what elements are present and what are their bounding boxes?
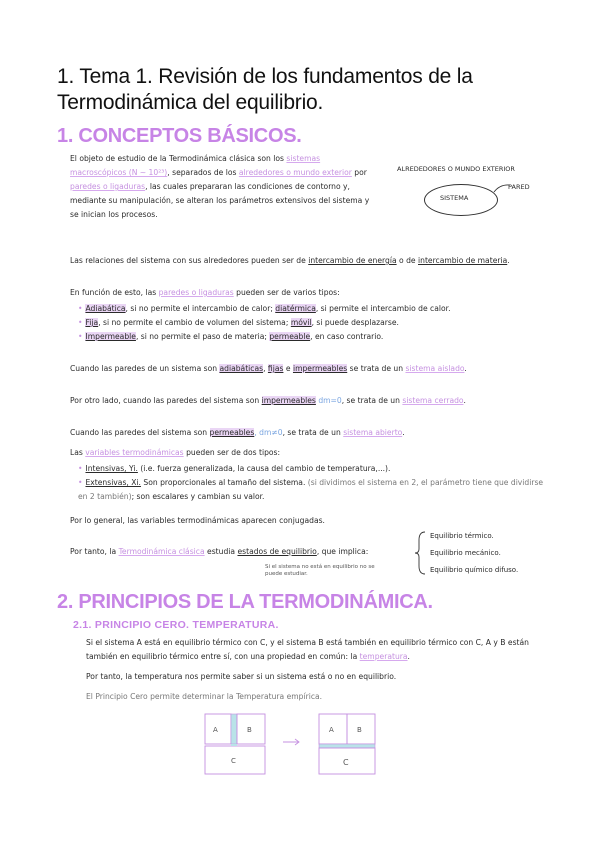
text: pueden ser de dos tipos: <box>186 448 281 457</box>
wall-name: diatérmica <box>275 304 316 313</box>
text: Cuando las paredes de un sistema son <box>70 364 218 373</box>
text: . <box>507 256 510 265</box>
text: estudia <box>207 547 236 556</box>
bullet-icon: • <box>78 464 83 473</box>
bullet-icon: • <box>78 332 83 341</box>
wall-label: PARED <box>508 183 530 191</box>
list-item: Equilibrio químico difuso. <box>430 566 519 574</box>
subsection-heading: 2.1. PRINCIPIO CERO. TEMPERATURA. <box>73 619 279 631</box>
var-name: Intensivas, Yi. <box>85 464 138 473</box>
text: . <box>402 428 405 437</box>
text: Las relaciones del sistema con sus alrededores pueden ser de <box>70 256 306 265</box>
paragraph-abierto <box>70 426 540 440</box>
system-label: SISTEMA <box>440 194 469 202</box>
brace-icon <box>414 530 428 576</box>
wall-arrow <box>490 182 512 196</box>
page-title: 1. Tema 1. Revisión de los fundamentos de la Termodinámica del equilibrio. <box>57 65 473 114</box>
label-b: B <box>357 726 362 734</box>
bullet-icon: • <box>78 318 83 327</box>
text: ; son escalares y cambian su valor. <box>131 492 265 501</box>
wall-name: permeable <box>269 332 311 341</box>
term-sistema-abierto: sistema abierto <box>343 428 403 437</box>
text: . <box>464 364 467 373</box>
paragraph-empirica: El Principio Cero permite determinar la Temperatura empírica. <box>86 692 323 701</box>
term-sistema-aislado: sistema aislado <box>405 364 465 373</box>
text: , separados de los <box>167 168 237 177</box>
paragraph-variables <box>70 446 540 460</box>
section-1-heading: 1. CONCEPTOS BÁSICOS. <box>57 125 302 147</box>
term-intercambio-materia: intercambio de materia <box>418 256 508 265</box>
wall-name: Adiabática <box>85 304 126 313</box>
text: , si no permite el intercambio de calor; <box>125 304 273 313</box>
list-item: Equilibrio térmico. <box>430 532 494 540</box>
term-sistema-cerrado: sistema cerrado <box>402 396 464 405</box>
list-item <box>78 462 546 476</box>
surroundings-label: ALREDEDORES O MUNDO EXTERIOR <box>397 165 515 173</box>
term-intercambio-energia: intercambio de energía <box>308 256 397 265</box>
list-item: Equilibrio mecánico. <box>430 549 501 557</box>
text: Cuando las paredes del sistema son <box>70 428 208 437</box>
text: , <box>263 364 266 373</box>
term-fijas: fijas <box>267 364 284 373</box>
text: , si no permite el cambio de volumen del sistema; <box>98 318 289 327</box>
term-termodinamica-clasica: Termodinámica clásica <box>118 547 205 556</box>
term-paredes: paredes o ligaduras <box>158 288 234 297</box>
formula: , dm≠0 <box>254 428 283 437</box>
paragraph-objeto <box>70 152 370 222</box>
bullet-icon: • <box>78 478 83 487</box>
term-temperatura: temperatura <box>359 652 408 661</box>
text: (i.e. fuerza generalizada, la causa del cambio de temperatura,...). <box>140 464 391 473</box>
text: pueden ser de varios tipos: <box>236 288 340 297</box>
text: se trata de un <box>349 364 404 373</box>
zero-law-figure <box>195 710 395 780</box>
list-item <box>78 316 548 330</box>
text: , si no permite el paso de materia; <box>135 332 267 341</box>
paragraph-conjugadas: Por lo general, las variables termodinámicas aparecen conjugadas. <box>70 516 325 525</box>
text: , se trata de un <box>341 396 400 405</box>
term-permeables: permeables <box>209 428 255 437</box>
note: (si dividimos el sistema en 2, el parámetro tiene que dividirse en 2 también) <box>78 478 544 501</box>
text: Por tanto, la <box>70 547 117 556</box>
term-paredes: paredes o ligaduras <box>70 182 146 191</box>
list-item <box>78 302 548 316</box>
label-c: C <box>343 758 349 767</box>
wall-name: móvil <box>290 318 312 327</box>
list-item <box>78 330 548 344</box>
term-estados-equilibrio: estados de equilibrio <box>237 547 317 556</box>
label-c: C <box>231 757 236 765</box>
text: , las cuales prepararan las condiciones de contorno y, mediante su manipulación, se alteran los parámetros extensivos del sistema y se inician los procesos. <box>70 182 370 219</box>
term-alrededores: alrededores o mundo exterior <box>238 168 352 177</box>
text: En función de esto, las <box>70 288 157 297</box>
var-name: Extensivas, Xi. <box>85 478 141 487</box>
label-a: A <box>213 726 218 734</box>
wall-name: Impermeable <box>85 332 136 341</box>
paragraph-relaciones <box>70 254 540 268</box>
text: . <box>463 396 466 405</box>
text: El objeto de estudio de la Termodinámica clásica son los <box>70 154 284 163</box>
paragraph-funcion <box>70 286 540 300</box>
text: . <box>407 652 410 661</box>
paragraph-principio-cero <box>86 636 546 664</box>
text: , en caso contrario. <box>310 332 384 341</box>
formula: dm=0 <box>318 396 342 405</box>
paragraph-equilibrio <box>70 545 420 559</box>
term-sistemas-macroscopicos: sistemas macroscópicos (N ~ 10²³) <box>70 154 321 177</box>
text: Por otro lado, cuando las paredes del sistema son <box>70 396 260 405</box>
equilibrium-note: Si el sistema no está en equilibrio no se puede estudiar. <box>265 564 375 577</box>
text: , que implica: <box>316 547 369 556</box>
text: e <box>285 364 291 373</box>
text: por <box>354 168 367 177</box>
label-a: A <box>329 726 334 734</box>
text: Son proporcionales al tamaño del sistema. <box>143 478 306 487</box>
bullet-icon: • <box>78 304 83 313</box>
equilibria-list <box>430 528 518 579</box>
text: Si el sistema A está en equilibrio térmico con C, y el sistema B está también en equilibrio térmico con C, A y B están también en equilibrio térmico entre sí, con una propiedad en común: la <box>86 638 529 661</box>
text: , se trata de un <box>282 428 341 437</box>
paragraph-cerrado <box>70 394 540 408</box>
text: , si puede desplazarse. <box>311 318 399 327</box>
text: o de <box>399 256 416 265</box>
wall-name: Fija <box>85 318 99 327</box>
paragraph-temperatura: Por tanto, la temperatura nos permite saber si un sistema está o no en equilibrio. <box>86 672 397 681</box>
paragraph-aislado <box>70 362 540 376</box>
term-adiabaticas: adiabáticas <box>219 364 264 373</box>
term-variables-termodinamicas: variables termodinámicas <box>85 448 184 457</box>
list-item <box>78 476 546 504</box>
variables-list <box>78 462 546 504</box>
label-b: B <box>247 726 252 734</box>
walls-list <box>78 302 548 344</box>
section-2-heading: 2. PRINCIPIOS DE LA TERMODINÁMICA. <box>57 591 433 613</box>
term-impermeables: impermeables <box>292 364 348 373</box>
term-impermeables: impermeables <box>261 396 316 405</box>
text: , si permite el intercambio de calor. <box>315 304 451 313</box>
text: Las <box>70 448 83 457</box>
